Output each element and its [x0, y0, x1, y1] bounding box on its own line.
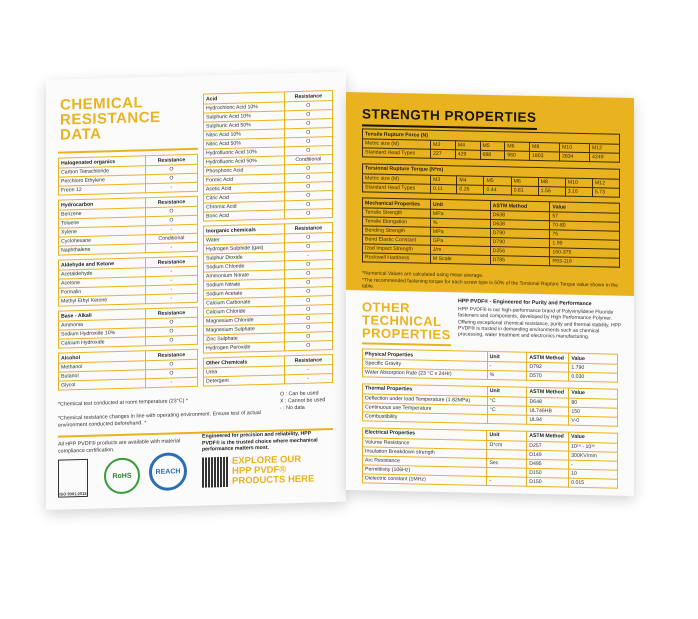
table-cell: Electrical Properties — [363, 427, 487, 440]
explore-line: EXPLORE OUR — [232, 453, 302, 467]
property-table — [362, 348, 618, 382]
table-cell: - — [145, 377, 197, 387]
table-cell: Insulation Breakdown strength — [363, 446, 487, 458]
table-cell: O — [145, 164, 197, 174]
reach-label: REACH — [155, 467, 181, 476]
strength-notes — [362, 270, 622, 295]
table-cell: Sulphuric Acid 10% — [204, 111, 285, 122]
table-cell: 5.73 — [592, 187, 619, 197]
table-cell: - — [145, 224, 197, 234]
table-cell: Freon 12 — [59, 184, 146, 195]
chemical-table — [203, 90, 333, 222]
table-cell: O — [284, 145, 332, 155]
table-cell: Unit — [487, 351, 527, 362]
table-cell: O — [284, 118, 332, 128]
table-cell: O — [284, 127, 332, 137]
table-cell: O — [145, 326, 197, 336]
table-cell: O — [284, 190, 332, 200]
legend — [280, 390, 325, 412]
table-cell: Calcium Hydroxide — [59, 337, 146, 348]
table-cell: % — [487, 370, 527, 380]
table-cell: Nitric Acid 10% — [204, 129, 285, 140]
table-cell: Unit — [430, 199, 490, 210]
table-cell: 4249 — [589, 153, 619, 163]
table-cell: - — [145, 284, 197, 294]
table-cell: D785 — [490, 256, 550, 266]
table-cell: 70-80 — [550, 221, 620, 231]
table-cell: Resistance — [284, 354, 332, 365]
title-line: DATA — [60, 125, 102, 144]
right-page — [346, 92, 634, 496]
table-cell: M8 — [538, 177, 565, 187]
table-cell: Cyclohexane — [59, 235, 146, 246]
table-cell: Resistance — [284, 222, 332, 233]
chemical-table — [203, 222, 333, 354]
table-cell: Standard Head Types — [363, 182, 431, 192]
property-table — [362, 163, 620, 197]
title-line: RESISTANCE — [60, 108, 161, 129]
table-title: Torsional Rupture Torque (N*m) — [363, 163, 620, 178]
left-page — [46, 72, 346, 510]
table-cell: Carbon Tetrachloride — [59, 166, 146, 177]
table-cell: M3 — [431, 175, 457, 185]
table-cell: Acid — [204, 92, 285, 104]
table-cell: M12 — [592, 178, 619, 188]
table-cell: M5 — [480, 141, 505, 151]
table-cell: Unit — [487, 386, 527, 397]
table-cell: Sodium Chloride — [204, 261, 285, 272]
table-cell: 160-375 — [550, 248, 620, 258]
table-cell: Boric Acid — [204, 210, 285, 221]
explore-link[interactable] — [232, 455, 314, 487]
table-cell: Sulphur Dioxide — [204, 252, 285, 263]
table-cell: 1.790 — [569, 363, 618, 373]
table-cell: Sodium Acetate — [204, 288, 285, 299]
table-cell: M3 — [431, 140, 456, 150]
table-cell: Formalin — [59, 286, 146, 297]
table-cell: Continuous use Temperature — [363, 402, 488, 414]
chemical-table — [58, 256, 198, 307]
legend-item: O : Can be used — [280, 390, 319, 398]
table-cell: Physical Properties — [363, 349, 488, 362]
table-cell: Arc Resistance — [363, 455, 487, 467]
table-cell: Aldehyde and Ketone — [59, 258, 146, 270]
table-cell: ASTM Method — [527, 352, 569, 363]
table-cell: Bending Strength — [363, 226, 431, 236]
table-cell: - — [487, 361, 527, 371]
table-cell: Calcium Carbonate — [204, 297, 285, 308]
property-table — [362, 427, 618, 488]
table-cell: O — [284, 241, 332, 251]
table-cell: - — [284, 250, 332, 260]
table-cell: Magnesium Sulphate — [204, 324, 285, 335]
table-cell: O — [284, 322, 332, 332]
strength-title — [362, 106, 537, 130]
other-title — [362, 300, 451, 346]
table-cell: M10 — [565, 178, 592, 188]
table-cell: D257 — [527, 441, 569, 451]
table-cell: Specific Gravity — [363, 359, 488, 371]
table-cell: Resistance — [145, 196, 197, 207]
table-cell: 688 — [480, 150, 505, 160]
table-cell: M12 — [589, 144, 619, 154]
qr-code[interactable] — [202, 457, 228, 488]
table-cell: Deflection under load Temperature (1.82MPa) — [363, 393, 488, 405]
table-cell: MPa — [430, 227, 490, 237]
table-cell: D638 — [490, 211, 550, 221]
table-cell: Formic Acid — [204, 174, 285, 185]
table-cell: O — [284, 100, 332, 110]
table-cell: O — [284, 313, 332, 323]
table-cell: - — [284, 373, 332, 383]
table-cell: O — [284, 163, 332, 173]
chemical-table — [58, 196, 198, 256]
legend-item: X : Cannot be used — [280, 397, 326, 405]
table-cell: Ammonia — [59, 319, 146, 330]
table-cell: D792 — [527, 362, 569, 372]
table-cell: Value — [569, 388, 618, 399]
table-cell: D570 — [527, 371, 569, 381]
title-line: PROPERTIES — [362, 326, 451, 346]
table-cell: Sulphuric Acid 50% — [204, 120, 285, 131]
table-cell: Value — [550, 202, 620, 213]
table-cell: 80 — [569, 398, 618, 408]
chemical-table — [58, 349, 198, 391]
table-cell: 10 — [569, 469, 618, 479]
engineered-text: Engineered for precision and reliability, HPP PVDF® is the trusted choice where mechanical performance matters most. — [202, 430, 318, 453]
table-cell: M Scale — [430, 254, 490, 264]
table-cell: O — [145, 173, 197, 183]
table-cell: 960 — [505, 151, 530, 161]
table-cell: Permittivity (106Hz) — [363, 464, 487, 476]
table-cell: Naphthalene — [59, 244, 146, 255]
divider — [58, 148, 198, 154]
table-cell: Conditional — [145, 233, 197, 243]
table-cell: D638 — [490, 220, 550, 230]
table-cell: Toluene — [59, 217, 146, 228]
table-cell: O — [284, 232, 332, 242]
table-cell: - — [145, 266, 197, 276]
table-cell: Dielectric constant (1MHz) — [363, 473, 487, 485]
table-cell: 10¹⁴ - 10¹⁵ — [569, 442, 618, 452]
table-cell: GPa — [430, 236, 490, 246]
table-cell: M5 — [484, 176, 511, 186]
table-cell: 0.26 — [457, 184, 484, 194]
table-cell: - — [145, 242, 197, 252]
explore-line: HPP PVDF® — [232, 464, 287, 477]
table-cell: V-0 — [569, 416, 618, 426]
table-cell: 75 — [550, 230, 620, 240]
table-cell: Rockwell Hardness — [363, 253, 431, 263]
table-cell: 227 — [431, 149, 456, 159]
table-cell: D150 — [527, 477, 569, 487]
table-cell: D149 — [527, 450, 569, 460]
table-cell: O — [284, 304, 332, 314]
table-cell: 0.030 — [569, 372, 618, 382]
table-cell: Resistance — [145, 307, 197, 318]
table-cell: 0.11 — [431, 184, 457, 194]
table-cell: Xylene — [59, 226, 146, 237]
table-cell: Sodium Nitrate — [204, 279, 285, 290]
table-cell: Citric Acid — [204, 192, 285, 203]
table-cell: O — [284, 172, 332, 182]
table-cell: Ω*cm — [487, 440, 527, 450]
table-cell: Izod Impact Strength — [363, 244, 431, 254]
table-cell: O — [284, 340, 332, 350]
chemical-table — [203, 354, 333, 387]
table-cell: Base - Alkali — [59, 309, 146, 321]
rohs-logo — [104, 457, 140, 494]
table-cell: - — [145, 182, 197, 192]
table-cell: Water Absorption Rate (23 °C x 24Hr) — [363, 368, 488, 380]
note-room-temperature: *Chemical test conducted at room temperature (23°C) * — [58, 398, 188, 408]
table-cell: O — [284, 181, 332, 191]
table-cell: Magnesium Chloride — [204, 315, 285, 326]
table-cell: Conditional — [284, 154, 332, 164]
table-cell: D790 — [490, 229, 550, 239]
table-cell: °C — [487, 405, 527, 415]
table-cell: 0.44 — [484, 185, 511, 195]
table-cell: M4 — [457, 175, 484, 185]
table-cell: 300KV/mm — [569, 451, 618, 461]
table-cell: Halogenated organics — [59, 156, 146, 168]
table-cell: Unit — [487, 430, 527, 441]
explore-line: PRODUCTS HERE — [232, 473, 315, 487]
table-cell: Phosphoric Acid — [204, 165, 285, 176]
table-cell: O — [284, 268, 332, 278]
table-cell: O — [145, 359, 197, 369]
table-cell: - — [145, 293, 197, 303]
table-cell: O — [284, 199, 332, 209]
reach-logo — [149, 452, 187, 491]
table-cell: M4 — [455, 141, 480, 151]
table-cell: M6 — [505, 142, 530, 152]
table-cell: R93-116 — [550, 257, 620, 267]
table-cell: Bend Elastic Constant — [363, 235, 431, 245]
table-cell: MPa — [430, 209, 490, 219]
table-cell: Nitric Acid 50% — [204, 138, 285, 149]
table-cell: 1.99 — [550, 239, 620, 249]
table-cell: 150 — [569, 407, 618, 417]
table-cell: ASTM Method — [527, 431, 569, 442]
table-cell: Metric size (M) — [363, 173, 431, 183]
table-cell: O — [284, 109, 332, 119]
chemical-table — [58, 307, 198, 349]
table-cell: Hydrochloric Acid 10% — [204, 102, 285, 113]
table-cell: - — [569, 460, 618, 470]
table-cell: Alcohol — [59, 351, 146, 363]
table-cell: O — [145, 206, 197, 216]
table-cell: Ammonium Nitrate — [204, 270, 285, 281]
table-cell: Hydrocarbon — [59, 198, 146, 210]
table-cell: Water — [204, 234, 285, 245]
table-cell: Tensile Strength — [363, 208, 431, 218]
table-cell: O — [284, 277, 332, 287]
table-cell: O — [284, 295, 332, 305]
title-line: TECHNICAL — [362, 312, 442, 330]
certification-text: All HPP PVDF® products are available with material compliance certification. — [58, 438, 181, 455]
table-cell: Sodium Hydroxide 10% — [59, 328, 146, 339]
table-cell: 1.56 — [538, 186, 565, 196]
table-cell: Resistance — [145, 154, 197, 165]
iso-label: ISO 9001:2015 — [59, 490, 87, 497]
table-cell: Inorganic chemicals — [204, 224, 285, 236]
table-cell: ASTM Method — [490, 201, 550, 212]
table-cell: Glycol — [59, 379, 146, 390]
table-cell: Zinc Sulphate — [204, 333, 285, 344]
table-cell: ASTM Method — [527, 387, 569, 398]
iso-logo — [58, 459, 88, 498]
table-cell: - — [284, 364, 332, 374]
table-cell: O — [145, 317, 197, 327]
note: *Numerical Values are calculated using mean average. — [362, 270, 484, 279]
table-cell: 0.81 — [511, 185, 538, 195]
table-cell: M8 — [530, 142, 560, 152]
table-cell: Standard Head Types — [363, 148, 431, 158]
table-cell: Value — [569, 432, 618, 443]
table-cell: Hydrogen Sulphide (gas) — [204, 243, 285, 254]
table-cell: Methyl Ethyl Ketone — [59, 295, 146, 306]
note-environment: *Chemical resistance changes in line with operating environment. Ensure test of actual environment conducted beforehand. * — [58, 409, 261, 429]
title-line: CHEMICAL — [60, 94, 144, 114]
property-table — [362, 128, 620, 162]
table-cell: % — [430, 218, 490, 228]
table-cell: 2834 — [559, 152, 589, 162]
table-cell: Acetone — [59, 277, 146, 288]
table-cell: Thermal Properties — [363, 383, 488, 396]
table-cell: Calcium Chloride — [204, 306, 285, 317]
table-cell: 429 — [455, 150, 480, 160]
table-cell: O — [284, 331, 332, 341]
table-cell: °C — [487, 396, 527, 406]
table-cell: Butanol — [59, 370, 146, 381]
table-cell: D495 — [527, 459, 569, 469]
table-cell: Acetaldehyde — [59, 268, 146, 279]
table-cell: Sec — [487, 458, 527, 468]
table-title: Tensile Rupture Force (N) — [363, 129, 620, 144]
table-cell: D150 — [527, 468, 569, 478]
table-cell: Volume Resistance — [363, 437, 487, 449]
table-cell: O — [284, 286, 332, 296]
property-table — [362, 383, 618, 426]
chemical-table — [58, 154, 198, 196]
table-cell: O — [145, 215, 197, 225]
table-cell: Tensile Elongation — [363, 217, 431, 227]
table-cell: O — [145, 335, 197, 345]
table-cell: Hydrogen Peroxide — [204, 342, 285, 353]
table-cell: D790 — [490, 238, 550, 248]
table-cell: 57 — [550, 212, 620, 222]
table-cell: D256 — [490, 247, 550, 257]
intro-heading: HPP PVDF® - Engineered for Purity and Performance — [458, 298, 592, 308]
table-cell: Value — [569, 353, 618, 364]
table-cell: Chromic Acid — [204, 201, 285, 212]
table-cell: M10 — [559, 143, 589, 153]
property-table — [362, 197, 620, 267]
table-cell: M6 — [511, 176, 538, 186]
legend-item: - : No data — [280, 404, 305, 412]
table-cell: Hydrofluoric Acid 50% — [204, 156, 285, 167]
table-cell: Benzene — [59, 208, 146, 219]
table-cell: 3.16 — [565, 187, 592, 197]
table-cell: J/m — [430, 245, 490, 255]
table-cell: Resistance — [145, 349, 197, 360]
table-cell: Mechanical Properties — [363, 198, 431, 209]
table-cell: Other Chemicals — [204, 356, 285, 368]
chemical-resistance-title — [60, 95, 161, 143]
table-cell: Resistance — [284, 90, 332, 101]
rohs-label: RoHS — [112, 472, 132, 480]
table-cell: Perchloro Ethylene — [59, 175, 146, 186]
table-cell: UL746HB — [527, 406, 569, 416]
table-cell: Metric size (M) — [363, 139, 431, 149]
table-cell: - — [145, 275, 197, 285]
table-cell — [487, 414, 527, 424]
table-cell: O — [284, 208, 332, 218]
title-line: OTHER — [362, 299, 410, 316]
table-cell: Combustibility — [363, 411, 488, 423]
strength-title-text: STRENGTH PROPERTIES — [362, 106, 537, 130]
table-cell: O — [284, 259, 332, 269]
table-cell: D648 — [527, 397, 569, 407]
table-cell: 1803 — [530, 151, 560, 161]
table-cell: Hydrofluoric Acid 10% — [204, 147, 285, 158]
table-cell: Urea — [204, 366, 285, 377]
table-cell: O — [145, 368, 197, 378]
table-cell: Acetic Acid — [204, 183, 285, 194]
table-cell: Methanol — [59, 361, 146, 372]
table-cell: Detergent — [204, 375, 285, 386]
table-cell: 0.015 — [569, 478, 618, 488]
table-cell: Resistance — [145, 256, 197, 267]
table-cell: O — [284, 136, 332, 146]
note: *The recommended fastening torque for each screw type is 50% of the Torsional Rupture Torque value shown in the table. — [362, 276, 619, 290]
table-cell: - — [487, 476, 527, 486]
intro-text: HPP PVDF® is our high-performance brand of Polyvinylidene Fluoride fasteners and components, developed by High Performance Polymer. Offering exceptional chemical resistance, purity and thermal stability. HPP PVDF® is trusted in demanding environments such as chemical processing, water treatment and electronics manufacturing. — [458, 306, 622, 341]
table-cell: UL94 — [527, 415, 569, 425]
